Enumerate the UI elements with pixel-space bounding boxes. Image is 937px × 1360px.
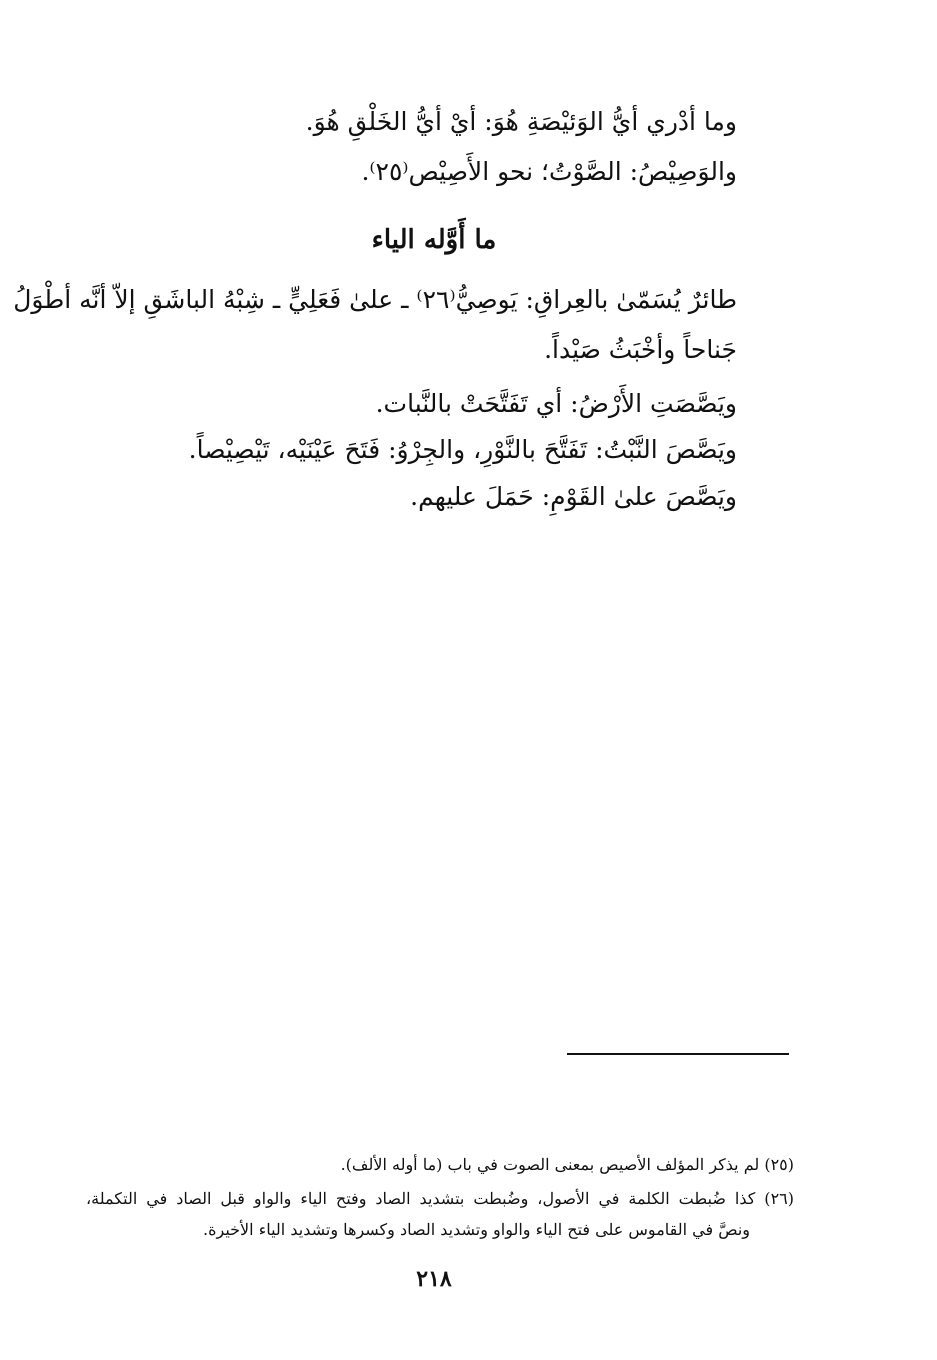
body-line-6: ويَصَّصَ النَّبْتُ: تَفَتَّحَ بالنَّوْرِ، والجِرْوُ: فَتَحَ عَيْنَيْه، تَيْصِيْصاً. — [188, 435, 737, 464]
body-line-5: ويَصَّصَتِ الأَرْضُ: أي تَفَتَّحَتْ بالنَّبات. — [375, 389, 737, 418]
page-number: ٢١٨ — [416, 1266, 452, 1292]
body-line-7: ويَصَّصَ علىٰ القَوْمِ: حَمَلَ عليهم. — [410, 482, 737, 511]
footnote-26-line-1: (٢٦) كذا ضُبطت الكلمة في الأصول، وضُبطت بتشديد الصاد وفتح الياء والواو قبل الصاد في التكملة، — [86, 1189, 794, 1208]
body-line-4: جَناحاً وأخْبَثُ صَيْداً. — [544, 335, 737, 364]
body-line-3: طائرٌ يُسَمّىٰ بالعِراقِ: يَوصِيُّ⁽٢٦⁾ ـ علىٰ فَعَلِيٍّ ـ شِبْهُ الباشَقِ إلاّ أنَّه أطْوَلُ — [13, 285, 737, 314]
body-line-2: والوَصِيْصُ: الصَّوْتُ؛ نحو الأَصِيْص⁽٢٥⁾. — [361, 157, 737, 186]
footnote-25: (٢٥) لم يذكر المؤلف الأصيص بمعنى الصوت في باب (ما أوله الألف). — [340, 1155, 794, 1174]
section-heading: ما أَوَّله الياء — [371, 225, 497, 255]
footnote-26-line-2: ونصَّ في القاموس على فتح الياء والواو وتشديد الصاد وكسرها وتشديد الياء الأخيرة. — [203, 1220, 750, 1239]
footnote-separator — [567, 1053, 789, 1055]
body-line-1: وما أدْري أيُّ الوَئيْصَةِ هُوَ: أيْ أيُّ الخَلْقِ هُوَ. — [305, 107, 737, 136]
